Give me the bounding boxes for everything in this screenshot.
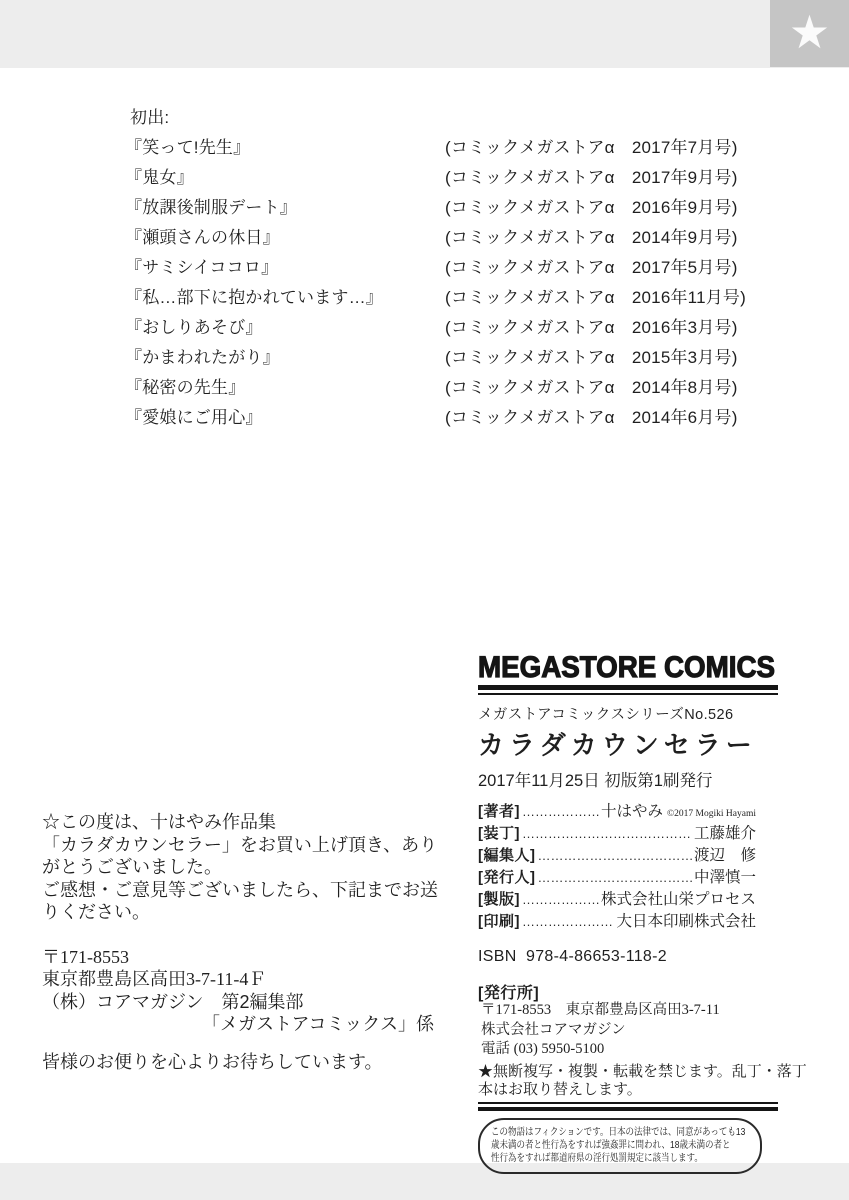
thanks-line: ご感想・ご意見等ございましたら、下記までお送 bbox=[42, 879, 438, 900]
first-publication-heading: 初出: bbox=[130, 108, 170, 127]
publisher-block bbox=[478, 980, 778, 1060]
address-line: （株）コアマガジン 第2編集部 bbox=[42, 991, 304, 1012]
address-line: 「メガストアコミックス」係 bbox=[202, 1014, 435, 1035]
magazine-issue: (コミックメガストアα 2017年9月号) bbox=[445, 168, 738, 187]
credit-row bbox=[478, 821, 756, 843]
magazine-issue: (コミックメガストアα 2017年5月号) bbox=[445, 258, 738, 277]
book-title: カラダカウンセラー bbox=[478, 730, 757, 760]
disclaimer-line: この物語はフィクションです。日本の法律では、同意があっても13 bbox=[491, 1126, 746, 1138]
warning-line: ★無断複写・複製・転載を禁じます。乱丁・落丁 bbox=[478, 1062, 807, 1080]
credit-row bbox=[478, 799, 756, 821]
disclaimer-line: 歳未満の者と性行為をすれば強姦罪に問われ、18歳未満の者と bbox=[491, 1139, 731, 1151]
credit-row bbox=[478, 909, 756, 931]
publication-row bbox=[125, 283, 746, 313]
credit-value: 工藤雄介 bbox=[693, 825, 756, 842]
credit-label: [装丁] bbox=[478, 825, 520, 842]
work-title: 『瀬頭さんの休日』 bbox=[125, 228, 280, 247]
reader-message bbox=[42, 811, 462, 1073]
logo-underline bbox=[478, 685, 778, 695]
magazine-issue: (コミックメガストアα 2016年11月号) bbox=[445, 288, 746, 307]
work-title: 『おしりあそび』 bbox=[125, 318, 263, 337]
publication-row bbox=[125, 223, 746, 253]
fiction-disclaimer-box bbox=[478, 1118, 762, 1174]
publication-row bbox=[125, 343, 746, 373]
credit-row bbox=[478, 865, 756, 887]
thanks-line: 「カラダカウンセラー」をお買い上げ頂き、あり bbox=[42, 834, 438, 855]
colophon bbox=[478, 650, 807, 1174]
publication-row bbox=[125, 253, 746, 283]
thanks-line: ☆この度は、十はやみ作品集 bbox=[42, 812, 276, 832]
address-line: 東京都豊島区高田3-7-11-4Ｆ bbox=[42, 969, 267, 990]
viewer-top-band bbox=[0, 0, 849, 68]
publisher-address: 〒171-8553 東京都豊島区高田3-7-11 bbox=[481, 1002, 720, 1018]
work-title: 『秘密の先生』 bbox=[125, 378, 246, 397]
isbn: ISBN 978-4-86653-118-2 bbox=[478, 948, 667, 965]
work-title: 『放課後制服デート』 bbox=[125, 198, 297, 217]
credit-value: 株式会社山栄プロセス bbox=[600, 891, 756, 908]
print-date: 2017年11月25日 初版第1刷発行 bbox=[478, 772, 713, 790]
magazine-issue: (コミックメガストアα 2015年3月号) bbox=[445, 348, 738, 367]
publication-row bbox=[125, 373, 746, 403]
publication-row bbox=[125, 313, 746, 343]
postal-code: 〒171-8553 bbox=[42, 946, 129, 967]
work-title: 『鬼女』 bbox=[125, 168, 194, 187]
work-title: 『かまわれたがり』 bbox=[125, 348, 280, 367]
magazine-issue: (コミックメガストアα 2014年6月号) bbox=[445, 408, 738, 427]
publication-row bbox=[125, 403, 746, 433]
magazine-issue: (コミックメガストアα 2016年9月号) bbox=[445, 198, 738, 217]
copyright-note: ©2017 Mogiki Hayami bbox=[666, 809, 756, 819]
work-title: 『笑って!先生』 bbox=[125, 138, 251, 157]
magazine-issue: (コミックメガストアα 2016年3月号) bbox=[445, 318, 738, 337]
work-title: 『愛娘にご用心』 bbox=[125, 408, 263, 427]
credit-value: 十はやみ bbox=[600, 803, 663, 820]
magazine-issue: (コミックメガストアα 2017年7月号) bbox=[445, 138, 738, 157]
credit-value: 大日本印刷株式会社 bbox=[616, 913, 756, 930]
publisher-label: [発行所] bbox=[478, 985, 540, 1002]
credits-list bbox=[478, 799, 756, 931]
bookmark-star-button[interactable] bbox=[770, 0, 849, 67]
credit-label: [発行人] bbox=[478, 869, 536, 886]
dot-leader bbox=[522, 826, 692, 841]
credit-value: 渡辺 修 bbox=[693, 847, 756, 864]
dot-leader bbox=[522, 804, 599, 819]
dot-leader bbox=[522, 914, 614, 929]
work-title: 『私…部下に抱かれています…』 bbox=[125, 288, 383, 307]
publication-row bbox=[125, 133, 746, 163]
thanks-line: りください。 bbox=[42, 902, 150, 923]
disclaimer-line: 性行為をすれば都道府県の淫行処罰規定に該当します。 bbox=[491, 1152, 703, 1164]
first-publication-list bbox=[125, 103, 746, 433]
series-number: メガストアコミックスシリーズNo.526 bbox=[478, 707, 734, 723]
credit-label: [編集人] bbox=[478, 847, 536, 864]
work-title: 『サミシイココロ』 bbox=[125, 258, 279, 277]
closing-message: 皆様のお便りを心よりお待ちしています。 bbox=[42, 1051, 383, 1072]
credit-label: [印刷] bbox=[478, 913, 520, 930]
dot-leader bbox=[538, 870, 692, 885]
dot-leader bbox=[538, 848, 692, 863]
publisher-phone: 電話 (03) 5950-5100 bbox=[481, 1041, 605, 1057]
thanks-line: がとうございました。 bbox=[42, 857, 222, 878]
credit-label: [著者] bbox=[478, 803, 520, 820]
dot-leader bbox=[522, 892, 599, 907]
copyright-warning bbox=[478, 1062, 807, 1099]
warning-line: 本はお取り替えします。 bbox=[478, 1080, 642, 1098]
publisher-name: 株式会社コアマガジン bbox=[481, 1021, 626, 1038]
publication-row bbox=[125, 163, 746, 193]
magazine-issue: (コミックメガストアα 2014年9月号) bbox=[445, 228, 738, 247]
mailing-address bbox=[42, 946, 462, 1036]
credit-label: [製版] bbox=[478, 891, 520, 908]
credit-row bbox=[478, 843, 756, 865]
megastore-comics-logo bbox=[478, 650, 778, 683]
magazine-issue: (コミックメガストアα 2014年8月号) bbox=[445, 378, 738, 397]
star-icon: ★ bbox=[788, 5, 831, 58]
double-rule bbox=[478, 1102, 778, 1111]
logo-text: MEGASTORE COMICS bbox=[478, 651, 775, 683]
publication-row bbox=[125, 193, 746, 223]
credit-row bbox=[478, 887, 756, 909]
credit-value: 中澤慎一 bbox=[693, 869, 756, 886]
